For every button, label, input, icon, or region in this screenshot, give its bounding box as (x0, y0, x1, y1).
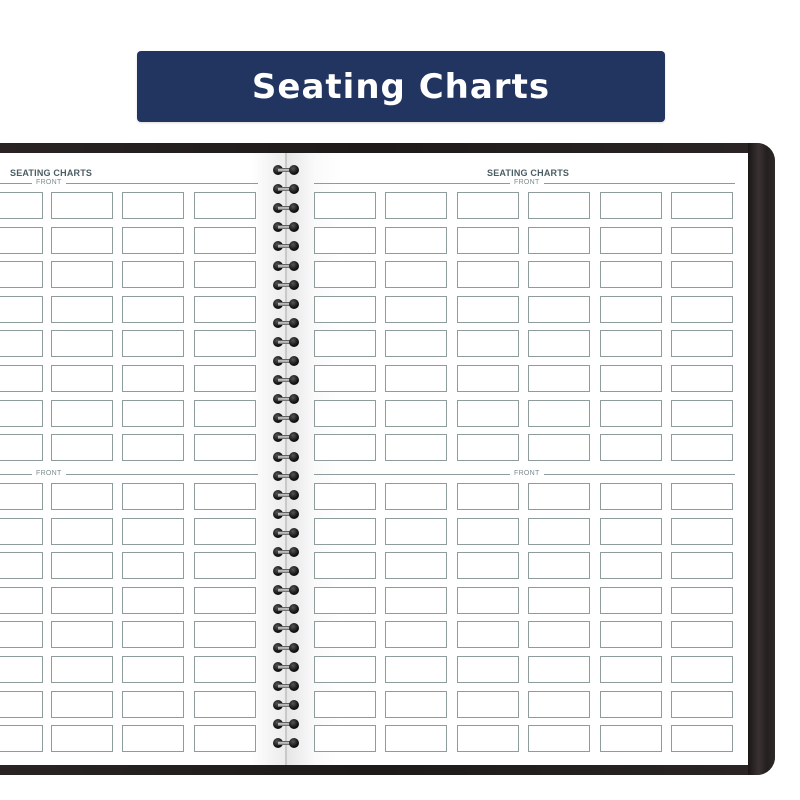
right-seat-box[interactable] (600, 518, 662, 545)
left-seat-box[interactable] (51, 330, 113, 357)
right-seat-box[interactable] (385, 483, 447, 510)
spiral-ring-icon (273, 604, 299, 614)
right-seat-box[interactable] (671, 330, 733, 357)
right-seat-box[interactable] (671, 725, 733, 752)
right-seat-box[interactable] (457, 691, 519, 718)
right-seat-box[interactable] (528, 434, 590, 461)
left-seat-box[interactable] (0, 261, 43, 288)
right-seat-box[interactable] (457, 296, 519, 323)
right-seat-box[interactable] (385, 552, 447, 579)
spiral-ring-icon (273, 203, 299, 213)
spiral-ring-icon (273, 719, 299, 729)
spiral-ring-icon (273, 356, 299, 366)
right-seat-box[interactable] (671, 483, 733, 510)
right-seat-box[interactable] (600, 552, 662, 579)
right-seat-box[interactable] (671, 691, 733, 718)
right-seat-box[interactable] (385, 261, 447, 288)
right-seat-box[interactable] (385, 621, 447, 648)
left-seat-box[interactable] (194, 552, 256, 579)
right-page-heading: SEATING CHARTS (487, 168, 570, 178)
left-seat-box[interactable] (194, 518, 256, 545)
right-seat-box[interactable] (600, 261, 662, 288)
right-seat-box[interactable] (314, 192, 376, 219)
right-seat-box[interactable] (528, 400, 590, 427)
right-seat-box[interactable] (671, 227, 733, 254)
spiral-ring-icon (273, 184, 299, 194)
left-seat-box[interactable] (0, 227, 43, 254)
right-seat-box[interactable] (528, 330, 590, 357)
right-seat-box[interactable] (528, 691, 590, 718)
left-seat-box[interactable] (194, 587, 256, 614)
right-seat-box[interactable] (385, 691, 447, 718)
left-seat-box[interactable] (0, 483, 43, 510)
right-seat-box[interactable] (457, 227, 519, 254)
spiral-ring-icon (273, 566, 299, 576)
spiral-ring-icon (273, 490, 299, 500)
right-seat-box[interactable] (528, 656, 590, 683)
spiral-ring-icon (273, 681, 299, 691)
right-seat-box[interactable] (457, 192, 519, 219)
left-seat-box[interactable] (51, 621, 113, 648)
right-seat-box[interactable] (600, 691, 662, 718)
left-seat-box[interactable] (0, 330, 43, 357)
left-seat-box[interactable] (51, 261, 113, 288)
right-seat-box[interactable] (385, 192, 447, 219)
right-seat-box[interactable] (671, 656, 733, 683)
spiral-ring-icon (273, 337, 299, 347)
left-seat-box[interactable] (194, 330, 256, 357)
spiral-ring-icon (273, 394, 299, 404)
left-seat-box[interactable] (0, 434, 43, 461)
spiral-ring-icon (273, 452, 299, 462)
right-seat-box[interactable] (600, 587, 662, 614)
right-seat-box[interactable] (457, 656, 519, 683)
left-seat-box[interactable] (0, 400, 43, 427)
left-seat-box[interactable] (51, 434, 113, 461)
left-seat-box[interactable] (194, 483, 256, 510)
spiral-ring-icon (273, 547, 299, 557)
right-seat-box[interactable] (528, 552, 590, 579)
left-seat-box[interactable] (194, 434, 256, 461)
right-seat-box[interactable] (457, 365, 519, 392)
right-front-label-2: FRONT (510, 470, 544, 478)
right-seat-box[interactable] (457, 400, 519, 427)
right-seat-box[interactable] (314, 518, 376, 545)
left-seat-box[interactable] (0, 518, 43, 545)
left-seat-box[interactable] (194, 227, 256, 254)
spiral-ring-icon (273, 700, 299, 710)
spiral-ring-icon (273, 643, 299, 653)
left-seat-box[interactable] (0, 192, 43, 219)
right-seat-box[interactable] (314, 365, 376, 392)
planner-cover-edge (748, 143, 775, 775)
left-seat-box[interactable] (122, 261, 184, 288)
spiral-ring-icon (273, 471, 299, 481)
left-seat-box[interactable] (122, 434, 184, 461)
left-seat-box[interactable] (51, 518, 113, 545)
left-seat-box[interactable] (51, 227, 113, 254)
left-seat-box[interactable] (0, 656, 43, 683)
right-seat-box[interactable] (600, 192, 662, 219)
left-seat-box[interactable] (122, 621, 184, 648)
right-seat-box[interactable] (528, 587, 590, 614)
spiral-ring-icon (273, 509, 299, 519)
right-seat-box[interactable] (314, 691, 376, 718)
right-seat-box[interactable] (671, 192, 733, 219)
spiral-ring-icon (273, 413, 299, 423)
left-seat-box[interactable] (194, 365, 256, 392)
left-seat-box[interactable] (194, 691, 256, 718)
right-seat-box[interactable] (528, 227, 590, 254)
right-seat-box[interactable] (600, 483, 662, 510)
spiral-ring-icon (273, 241, 299, 251)
left-seat-box[interactable] (51, 552, 113, 579)
right-seat-box[interactable] (600, 656, 662, 683)
right-seat-box[interactable] (457, 552, 519, 579)
right-seat-box[interactable] (385, 227, 447, 254)
left-seat-box[interactable] (194, 621, 256, 648)
left-seat-box[interactable] (122, 296, 184, 323)
right-seat-box[interactable] (671, 552, 733, 579)
left-seat-box[interactable] (122, 691, 184, 718)
right-seat-box[interactable] (600, 621, 662, 648)
left-front-label-1: FRONT (32, 179, 66, 187)
spiral-ring-icon (273, 738, 299, 748)
right-seat-box[interactable] (385, 365, 447, 392)
left-seat-box[interactable] (0, 296, 43, 323)
right-seat-box[interactable] (314, 587, 376, 614)
left-seat-box[interactable] (122, 192, 184, 219)
left-seat-box[interactable] (51, 483, 113, 510)
left-seat-box[interactable] (194, 261, 256, 288)
right-front-label-1: FRONT (510, 179, 544, 187)
spiral-ring-icon (273, 261, 299, 271)
right-seat-box[interactable] (314, 296, 376, 323)
left-seat-box[interactable] (122, 483, 184, 510)
right-seat-box[interactable] (385, 400, 447, 427)
right-seat-box[interactable] (528, 296, 590, 323)
left-seat-box[interactable] (194, 296, 256, 323)
spiral-ring-icon (273, 280, 299, 290)
right-seat-box[interactable] (600, 227, 662, 254)
left-seat-box[interactable] (51, 691, 113, 718)
right-seat-box[interactable] (671, 296, 733, 323)
left-seat-box[interactable] (122, 227, 184, 254)
spiral-ring-icon (273, 585, 299, 595)
right-seat-box[interactable] (528, 365, 590, 392)
left-seat-box[interactable] (194, 400, 256, 427)
right-seat-box[interactable] (385, 296, 447, 323)
left-seat-box[interactable] (194, 725, 256, 752)
right-seat-box[interactable] (314, 621, 376, 648)
right-seat-box[interactable] (457, 330, 519, 357)
right-seat-box[interactable] (600, 725, 662, 752)
right-seat-box[interactable] (671, 621, 733, 648)
spiral-ring-icon (273, 432, 299, 442)
right-seat-box[interactable] (314, 227, 376, 254)
spiral-ring-icon (273, 375, 299, 385)
right-seat-box[interactable] (600, 400, 662, 427)
banner-title: Seating Charts (251, 66, 551, 107)
spiral-ring-icon (273, 222, 299, 232)
left-seat-box[interactable] (122, 587, 184, 614)
right-seat-box[interactable] (671, 518, 733, 545)
right-seat-box[interactable] (385, 434, 447, 461)
spiral-ring-icon (273, 662, 299, 672)
right-seat-box[interactable] (457, 518, 519, 545)
right-seat-box[interactable] (457, 725, 519, 752)
left-seat-box[interactable] (122, 330, 184, 357)
right-seat-box[interactable] (314, 656, 376, 683)
left-seat-box[interactable] (51, 192, 113, 219)
left-seat-box[interactable] (194, 656, 256, 683)
right-seat-box[interactable] (314, 552, 376, 579)
right-seat-box[interactable] (671, 400, 733, 427)
left-seat-box[interactable] (122, 400, 184, 427)
right-seat-box[interactable] (314, 725, 376, 752)
left-seat-box[interactable] (122, 518, 184, 545)
left-seat-box[interactable] (122, 365, 184, 392)
left-page-heading: SEATING CHARTS (10, 168, 93, 178)
right-seat-box[interactable] (385, 725, 447, 752)
right-seat-box[interactable] (671, 365, 733, 392)
spiral-ring-icon (273, 299, 299, 309)
right-seat-box[interactable] (600, 296, 662, 323)
right-seat-box[interactable] (385, 656, 447, 683)
spiral-ring-icon (273, 528, 299, 538)
right-seat-box[interactable] (528, 621, 590, 648)
left-front-label-2: FRONT (32, 470, 66, 478)
left-seat-box[interactable] (0, 587, 43, 614)
spiral-ring-icon (273, 165, 299, 175)
right-seat-box[interactable] (671, 587, 733, 614)
right-seat-box[interactable] (457, 434, 519, 461)
left-seat-box[interactable] (194, 192, 256, 219)
left-seat-box[interactable] (51, 587, 113, 614)
right-seat-box[interactable] (457, 587, 519, 614)
right-seat-box[interactable] (314, 261, 376, 288)
right-seat-box[interactable] (671, 434, 733, 461)
title-banner (137, 51, 665, 122)
left-seat-box[interactable] (0, 621, 43, 648)
right-seat-box[interactable] (528, 483, 590, 510)
right-seat-box[interactable] (600, 330, 662, 357)
right-seat-box[interactable] (600, 365, 662, 392)
left-seat-box[interactable] (51, 296, 113, 323)
left-seat-box[interactable] (51, 365, 113, 392)
right-seat-box[interactable] (528, 518, 590, 545)
right-seat-box[interactable] (528, 192, 590, 219)
right-seat-box[interactable] (385, 330, 447, 357)
right-seat-box[interactable] (314, 330, 376, 357)
right-seat-box[interactable] (385, 518, 447, 545)
left-seat-box[interactable] (0, 691, 43, 718)
right-seat-box[interactable] (314, 434, 376, 461)
right-seat-box[interactable] (457, 621, 519, 648)
right-seat-box[interactable] (314, 483, 376, 510)
right-seat-box[interactable] (457, 261, 519, 288)
right-seat-box[interactable] (528, 725, 590, 752)
left-seat-box[interactable] (0, 365, 43, 392)
left-seat-box[interactable] (122, 552, 184, 579)
spiral-ring-icon (273, 318, 299, 328)
spiral-ring-icon (273, 623, 299, 633)
right-seat-box[interactable] (671, 261, 733, 288)
left-seat-box[interactable] (0, 725, 43, 752)
left-seat-box[interactable] (51, 400, 113, 427)
left-seat-box[interactable] (51, 725, 113, 752)
right-seat-box[interactable] (457, 483, 519, 510)
right-seat-box[interactable] (385, 587, 447, 614)
left-seat-box[interactable] (122, 656, 184, 683)
right-seat-box[interactable] (600, 434, 662, 461)
left-seat-box[interactable] (51, 656, 113, 683)
right-seat-box[interactable] (528, 261, 590, 288)
right-seat-box[interactable] (314, 400, 376, 427)
left-seat-box[interactable] (122, 725, 184, 752)
left-seat-box[interactable] (0, 552, 43, 579)
